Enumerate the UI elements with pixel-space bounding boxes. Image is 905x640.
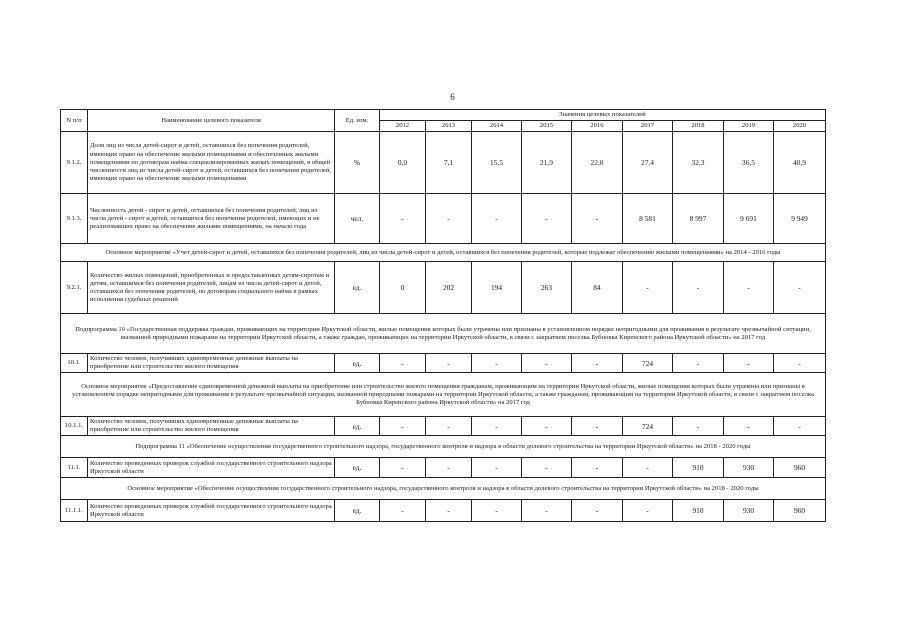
- header-values: Значения целевых показателей: [380, 110, 826, 121]
- value-cell: 0: [380, 262, 426, 314]
- row-number: 9.1.2.: [61, 132, 88, 194]
- value-cell: 724: [623, 417, 673, 436]
- value-cell: 8 581: [623, 194, 673, 244]
- value-cell: 930: [724, 458, 774, 478]
- header-year: 2019: [724, 121, 774, 132]
- indicator-name: Количество проведенных проверок службой государственного строительного надзора Иркутской области: [88, 458, 335, 478]
- value-cell: -: [426, 458, 472, 478]
- unit-cell: ед.: [335, 500, 380, 522]
- value-cell: 263: [522, 262, 572, 314]
- value-cell: -: [522, 417, 572, 436]
- table-row: [61, 262, 826, 314]
- row-number: 10.1.1.: [61, 417, 88, 436]
- header-year: 2014: [472, 121, 522, 132]
- value-cell: -: [426, 194, 472, 244]
- header-year: 2012: [380, 121, 426, 132]
- value-cell: 9 691: [724, 194, 774, 244]
- value-cell: -: [426, 500, 472, 522]
- row-number: 9.2.1.: [61, 262, 88, 314]
- section-row: [61, 373, 826, 417]
- header-name: Наименование целевого показателя: [88, 110, 335, 132]
- row-number: 9.1.3.: [61, 194, 88, 244]
- value-cell: 960: [774, 500, 826, 522]
- value-cell: 84: [572, 262, 623, 314]
- unit-cell: ед.: [335, 417, 380, 436]
- value-cell: -: [673, 354, 724, 373]
- value-cell: -: [380, 458, 426, 478]
- value-cell: -: [572, 354, 623, 373]
- value-cell: -: [472, 194, 522, 244]
- section-title: Основное мероприятие «Учет детей-сирот и детей, оставшихся без попечения родителей, лиц из числа детей-сирот и детей, оставшихся без попечения родителей, которые подлежат обеспечению жилыми помещениями» на 2014 - 2016 годы: [61, 244, 826, 262]
- value-cell: -: [673, 262, 724, 314]
- header-year: 2015: [522, 121, 572, 132]
- unit-cell: чел.: [335, 194, 380, 244]
- table-row: [61, 354, 826, 373]
- value-cell: -: [522, 500, 572, 522]
- value-cell: -: [522, 194, 572, 244]
- table-row: [61, 194, 826, 244]
- value-cell: -: [724, 354, 774, 373]
- value-cell: -: [774, 262, 826, 314]
- value-cell: -: [472, 417, 522, 436]
- section-row: [61, 244, 826, 262]
- value-cell: -: [623, 458, 673, 478]
- unit-cell: %: [335, 132, 380, 194]
- indicator-name: Количество человек, получивших единовременные денежные выплаты на приобретение или строительство жилого помещения: [88, 417, 335, 436]
- value-cell: -: [774, 354, 826, 373]
- value-cell: -: [673, 417, 724, 436]
- value-cell: 194: [472, 262, 522, 314]
- section-title: Подпрограмма 10 «Государственная поддержка граждан, проживающих на территории Иркутской области, жилые помещения которых были утрачены или признаны в установленном порядке непригодными для проживания в результате чрезвычайной ситуации, вызванной природными пожарами на территории Иркутской области, а также граждан, проживающих на территории Иркутской области, в связи с закрытием поселка Бубновка Киренского района Иркутской области» на 2017 год: [61, 314, 826, 354]
- value-cell: -: [572, 417, 623, 436]
- unit-cell: ед.: [335, 262, 380, 314]
- page-number: 6: [450, 92, 455, 102]
- header-year: 2016: [572, 121, 623, 132]
- table-row: [61, 417, 826, 436]
- value-cell: 8 997: [673, 194, 724, 244]
- value-cell: 910: [673, 500, 724, 522]
- indicator-name: Численность детей - сирот и детей, оставшихся без попечения родителей, лиц из числа детей - сирот и детей, оставшихся без попечения родителей, имеющих и не реализовавших право на обеспечение жилыми помещениями, на начало года: [88, 194, 335, 244]
- section-title: Основное мероприятие «Обеспечение осуществления государственного строительного надзора, государственного контроля и надзора в области долевого строительства на территории Иркутской области» на 2018 - 2020 годы: [61, 478, 826, 500]
- value-cell: -: [572, 458, 623, 478]
- row-number: 11.1.: [61, 458, 88, 478]
- value-cell: -: [380, 354, 426, 373]
- value-cell: -: [426, 354, 472, 373]
- value-cell: -: [623, 500, 673, 522]
- indicator-name: Количество проведенных проверок службой государственного строительного надзора Иркутской области: [88, 500, 335, 522]
- value-cell: -: [522, 458, 572, 478]
- value-cell: 930: [724, 500, 774, 522]
- table-row: [61, 458, 826, 478]
- value-cell: 32,3: [673, 132, 724, 194]
- table-body: [61, 132, 826, 522]
- value-cell: -: [426, 417, 472, 436]
- unit-cell: ед.: [335, 354, 380, 373]
- value-cell: -: [774, 417, 826, 436]
- row-number: 11.1.1.: [61, 500, 88, 522]
- value-cell: -: [472, 354, 522, 373]
- table-row: [61, 132, 826, 194]
- header-year: 2017: [623, 121, 673, 132]
- indicator-name: Количество человек, получивших единовременные денежные выплаты на приобретение или строительство жилого помещения: [88, 354, 335, 373]
- value-cell: -: [472, 458, 522, 478]
- indicator-name: Количество жилых помещений, приобретенных и предоставленных детям-сиротам и детям, оставшимся без попечения родителей, лицам из числа детей-сирот и детей, оставшихся без попечения родителей, по договорам социального найма в рамках исполнения судебных решений: [88, 262, 335, 314]
- value-cell: -: [623, 262, 673, 314]
- header-year: 2018: [673, 121, 724, 132]
- value-cell: 15,5: [472, 132, 522, 194]
- header-unit: Ед. изм.: [335, 110, 380, 132]
- value-cell: 910: [673, 458, 724, 478]
- value-cell: -: [572, 500, 623, 522]
- value-cell: 960: [774, 458, 826, 478]
- value-cell: 40,9: [774, 132, 826, 194]
- value-cell: 0,0: [380, 132, 426, 194]
- value-cell: -: [472, 500, 522, 522]
- section-title: Подпрограмма 11 «Обеспечение осуществления государственного строительного надзора, государственного контроля и надзора в области долевого строительства на территории Иркутской области» на 2018 - 2020 годы: [61, 436, 826, 458]
- value-cell: 21,9: [522, 132, 572, 194]
- section-row: [61, 314, 826, 354]
- table-row: [61, 500, 826, 522]
- value-cell: 202: [426, 262, 472, 314]
- unit-cell: ед.: [335, 458, 380, 478]
- value-cell: -: [380, 194, 426, 244]
- header-year: 2013: [426, 121, 472, 132]
- section-row: [61, 436, 826, 458]
- value-cell: -: [724, 262, 774, 314]
- indicators-table: [60, 109, 826, 522]
- value-cell: -: [380, 500, 426, 522]
- section-row: [61, 478, 826, 500]
- value-cell: 9 949: [774, 194, 826, 244]
- value-cell: 7,1: [426, 132, 472, 194]
- section-title: Основное мероприятие «Предоставление единовременной денежной выплаты на приобретение или строительство жилого помещения гражданам, проживающим на территории Иркутской области, жилые помещения которых были утрачены или признаны в установленном порядке непригодными для проживания в результате чрезвычайной ситуации, вызванной природными пожарами на территории Иркутской области, а также гражданам, проживающим на территории Иркутской области, в связи с закрытием поселка Бубновка Киренского района Иркутской области» на 2017 год: [61, 373, 826, 417]
- row-number: 10.1.: [61, 354, 88, 373]
- value-cell: 724: [623, 354, 673, 373]
- value-cell: 22,0: [572, 132, 623, 194]
- value-cell: -: [724, 417, 774, 436]
- value-cell: -: [572, 194, 623, 244]
- value-cell: -: [522, 354, 572, 373]
- value-cell: -: [380, 417, 426, 436]
- header-year: 2020: [774, 121, 826, 132]
- value-cell: 27,4: [623, 132, 673, 194]
- value-cell: 36,5: [724, 132, 774, 194]
- indicator-name: Доля лиц из числа детей-сирот и детей, оставшихся без попечения родителей, имеющих право на обеспечение жилыми помещениями и обеспеченных жилыми помещениями по договорам найма специализированных жилых помещений, в общей численности лиц из числа детей-сирот и детей, оставшихся без попечения родителей, имеющих право на обеспечение жилыми помещениями: [88, 132, 335, 194]
- header-num: N п/п: [61, 110, 88, 132]
